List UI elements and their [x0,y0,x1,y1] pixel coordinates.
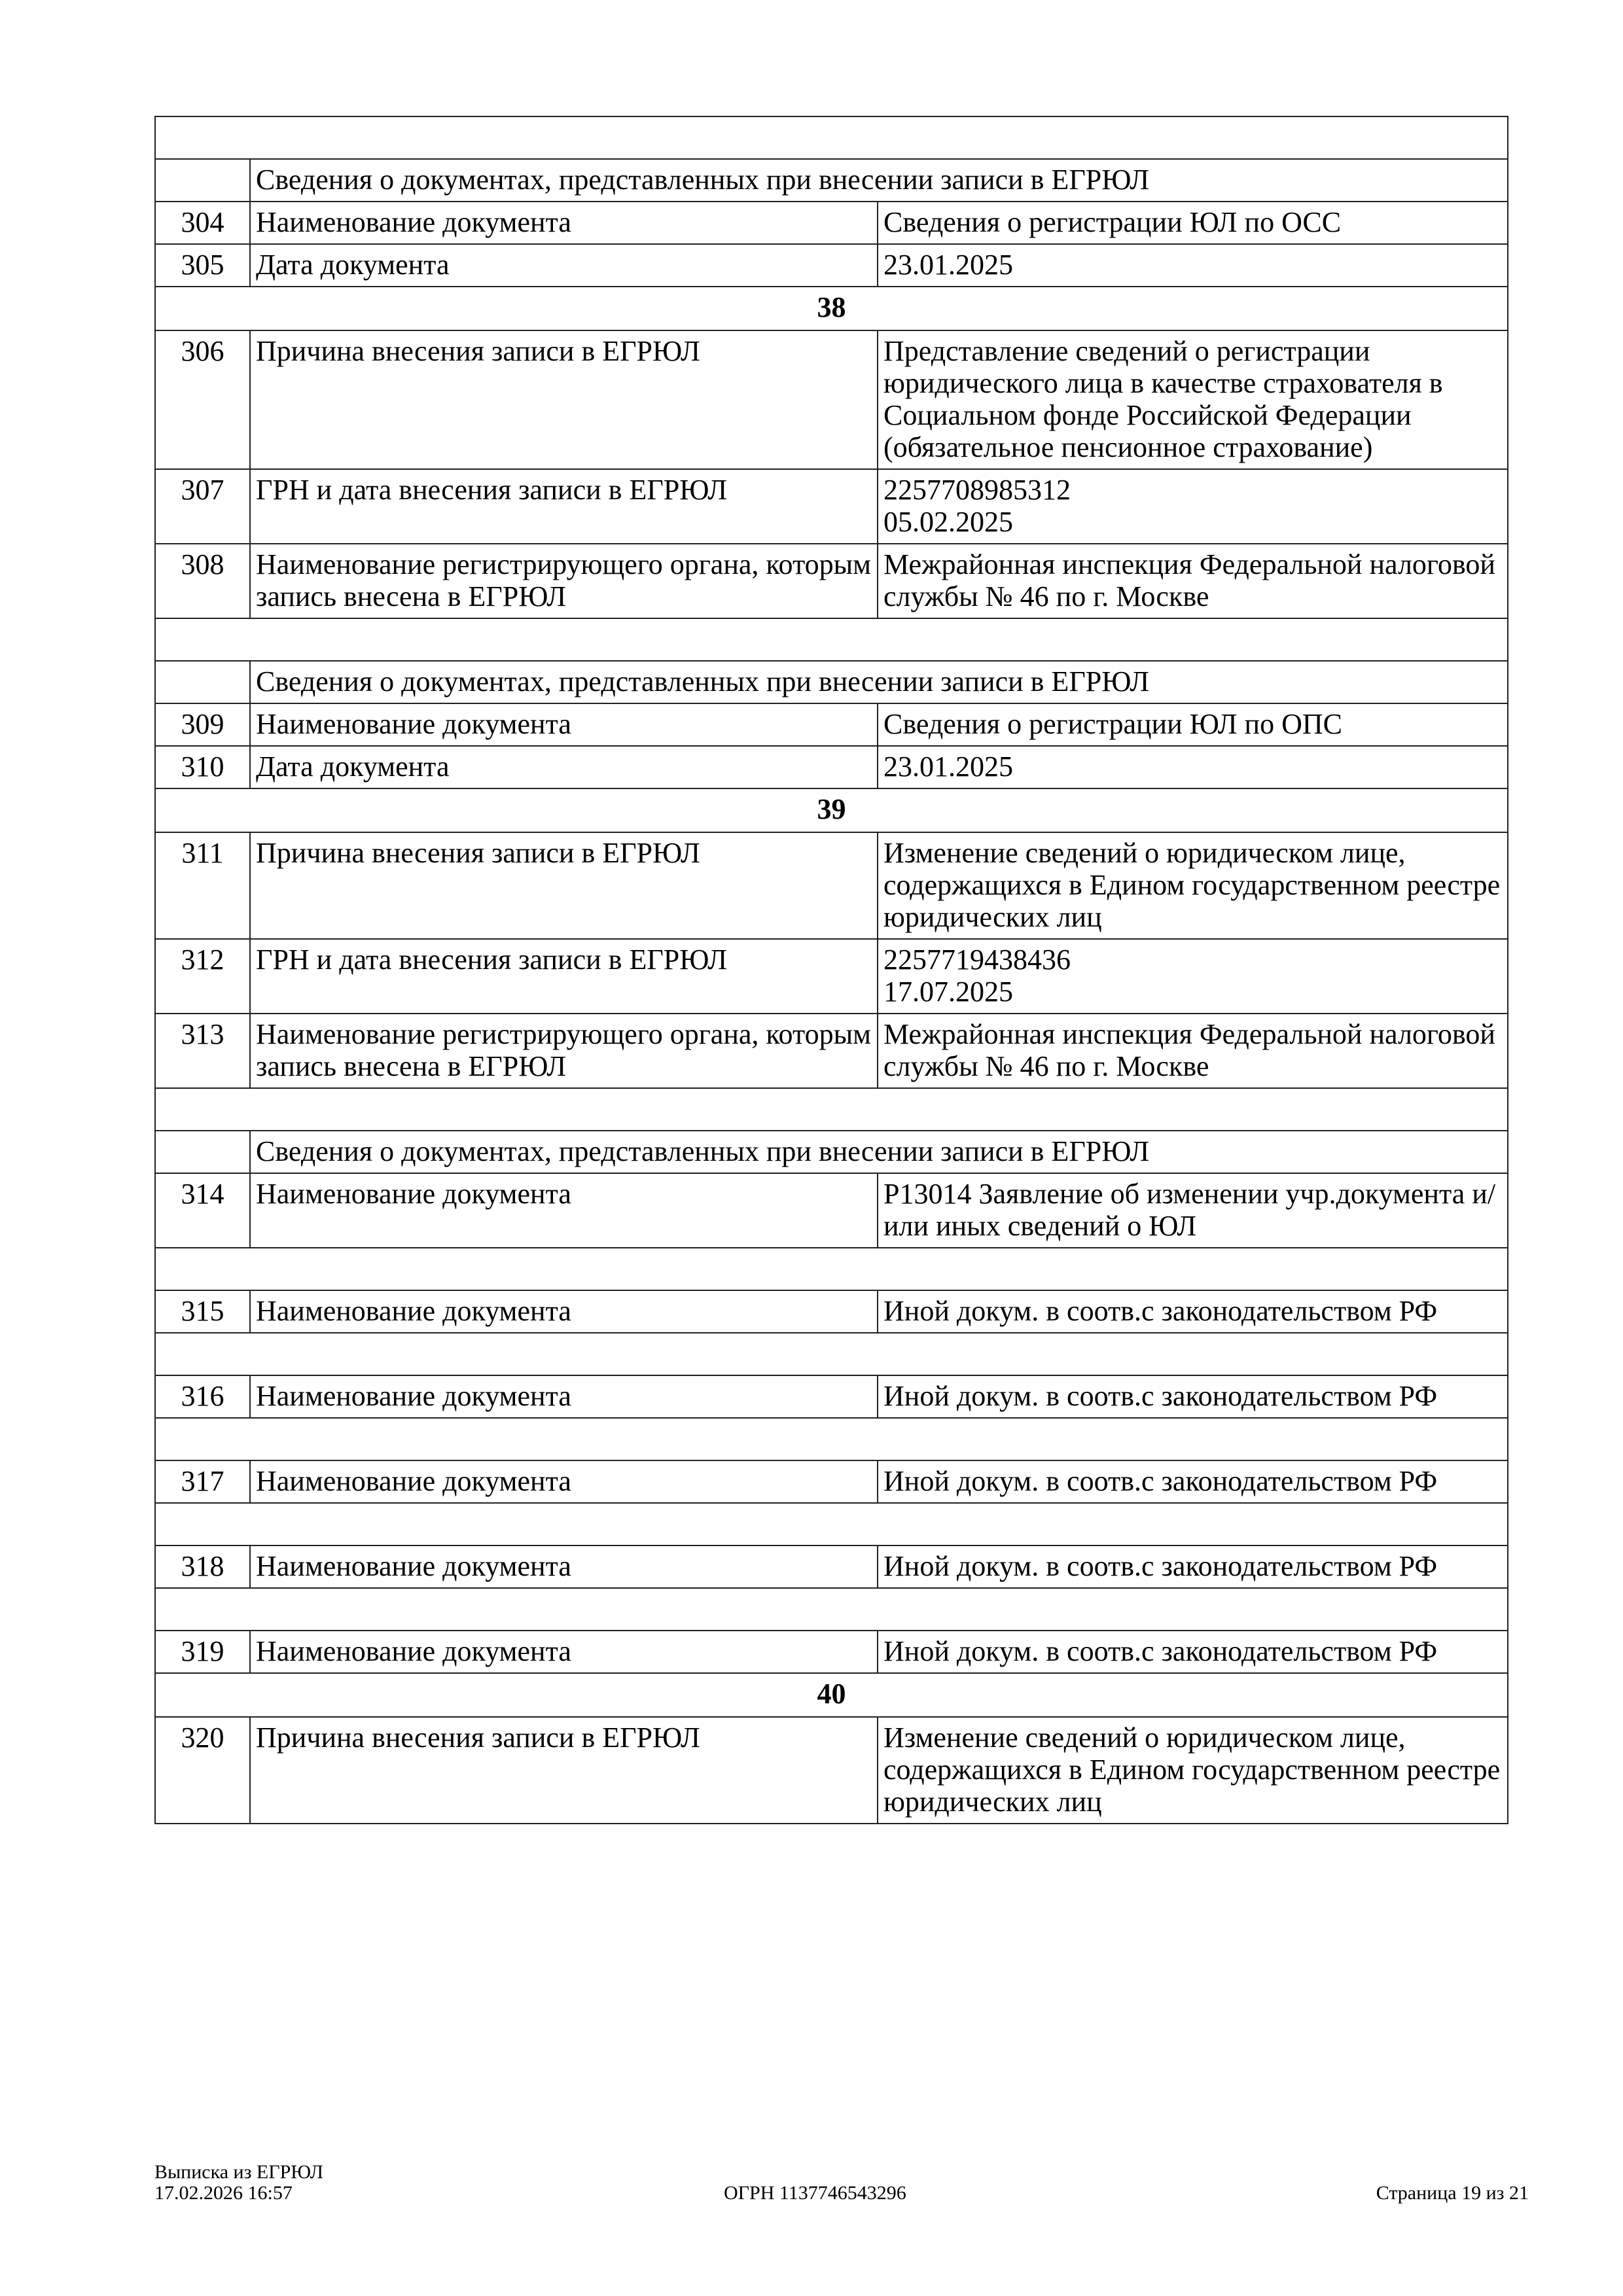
field-value [878,1173,1508,1248]
field-value [878,544,1508,618]
row-number: 310 [155,746,250,788]
field-value-line: 2257708985312 [883,474,1071,506]
field-label: Наименование документа [250,1545,878,1588]
field-value [878,1375,1508,1418]
field-value-line: Иной докум. в соотв.с законодательством РФ [883,1465,1438,1497]
record-group-row [155,287,1508,330]
row-number: 312 [155,939,250,1014]
field-value [878,746,1508,788]
footer-title: Выписка из ЕГРЮЛ [154,2161,323,2183]
field-label: Наименование документа [250,1631,878,1673]
table-row [155,202,1508,244]
field-value [878,1014,1508,1088]
field-value [878,939,1508,1014]
table-row [155,1717,1508,1824]
separator-row [155,1333,1508,1375]
field-value-line: Иной докум. в соотв.с законодательством РФ [883,1380,1438,1412]
table-row [155,832,1508,939]
field-value-line: 2257719438436 [883,944,1071,976]
separator-row [155,1088,1508,1131]
separator-row [155,1418,1508,1460]
row-number: 317 [155,1460,250,1503]
separator-cell [155,116,1508,159]
row-number-cell [155,661,250,703]
table-row [155,1460,1508,1503]
field-value [878,244,1508,287]
field-label: Наименование документа [250,1173,878,1248]
table-row [155,544,1508,618]
field-value-line: Иной докум. в соотв.с законодательством РФ [883,1635,1438,1667]
separator-cell [155,1333,1508,1375]
table-row [155,1173,1508,1248]
field-value [878,1631,1508,1673]
field-label: Дата документа [250,746,878,788]
table-row [155,244,1508,287]
separator-cell [155,618,1508,661]
row-number: 319 [155,1631,250,1673]
field-value-line: Представление сведений о регистрации юридического лица в качестве страхователя в Социальном фонде Российской Федерации (обязательное пенсионное страхование) [883,335,1443,463]
field-value-line: Межрайонная инспекция Федеральной налоговой службы № 46 по г. Москве [883,548,1495,612]
egrul-extract-table [154,116,1508,1824]
row-number: 308 [155,544,250,618]
field-value-line: Иной докум. в соотв.с законодательством РФ [883,1295,1438,1327]
field-value [878,1460,1508,1503]
table-row [155,746,1508,788]
table-row [155,1290,1508,1333]
field-value-line: Изменение сведений о юридическом лице, содержащихся в Едином государственном реестре юридических лиц [883,837,1501,933]
record-group-row [155,788,1508,832]
field-value [878,469,1508,544]
table-row [155,330,1508,469]
separator-cell [155,1503,1508,1545]
table-row [155,1545,1508,1588]
row-number: 313 [155,1014,250,1088]
field-label: Дата документа [250,244,878,287]
row-number: 304 [155,202,250,244]
row-number: 318 [155,1545,250,1588]
footer-left [154,2162,323,2204]
field-value [878,330,1508,469]
row-number: 311 [155,832,250,939]
footer-page-number: Страница 19 из 21 [1376,2182,1529,2204]
separator-cell [155,1588,1508,1631]
row-number: 316 [155,1375,250,1418]
section-header-row [155,1131,1508,1173]
row-number: 306 [155,330,250,469]
field-label: Наименование документа [250,1460,878,1503]
field-label: ГРН и дата внесения записи в ЕГРЮЛ [250,469,878,544]
field-label: Причина внесения записи в ЕГРЮЛ [250,832,878,939]
section-header-row [155,661,1508,703]
record-group-row [155,1673,1508,1717]
separator-cell [155,1418,1508,1460]
section-header: Сведения о документах, представленных при внесении записи в ЕГРЮЛ [250,661,1508,703]
field-value-line: Р13014 Заявление об изменении учр.документа и/или иных сведений о ЮЛ [883,1178,1496,1242]
field-value [878,832,1508,939]
field-value [878,703,1508,746]
table-row [155,1014,1508,1088]
section-header: Сведения о документах, представленных при внесении записи в ЕГРЮЛ [250,159,1508,202]
section-header: Сведения о документах, представленных при внесении записи в ЕГРЮЛ [250,1131,1508,1173]
separator-row [155,1588,1508,1631]
field-label: Наименование регистрирующего органа, которым запись внесена в ЕГРЮЛ [250,1014,878,1088]
record-group-number: 39 [155,788,1508,832]
footer-ogrn: ОГРН 1137746543296 [724,2182,906,2204]
row-number-cell [155,1131,250,1173]
table-body [155,116,1508,1824]
separator-cell [155,1248,1508,1290]
field-label: ГРН и дата внесения записи в ЕГРЮЛ [250,939,878,1014]
section-header-row [155,159,1508,202]
field-value-line: 23.01.2025 [883,751,1013,783]
separator-row [155,1248,1508,1290]
table-row [155,939,1508,1014]
table-row [155,469,1508,544]
row-number-cell [155,159,250,202]
table-row [155,1375,1508,1418]
field-value-line: Сведения о регистрации ЮЛ по ОСС [883,206,1342,238]
field-value-line: Иной докум. в соотв.с законодательством РФ [883,1550,1438,1582]
field-value [878,202,1508,244]
field-value-line: Изменение сведений о юридическом лице, содержащихся в Едином государственном реестре юридических лиц [883,1722,1501,1818]
row-number: 320 [155,1717,250,1824]
field-label: Наименование документа [250,703,878,746]
row-number: 307 [155,469,250,544]
field-value-line: 05.02.2025 [883,506,1013,538]
separator-row [155,116,1508,159]
field-value-line: Сведения о регистрации ЮЛ по ОПС [883,708,1342,740]
field-label: Причина внесения записи в ЕГРЮЛ [250,330,878,469]
field-label: Наименование документа [250,1375,878,1418]
field-label: Наименование документа [250,202,878,244]
separator-row [155,618,1508,661]
record-group-number: 38 [155,287,1508,330]
table-row [155,703,1508,746]
field-label: Наименование регистрирующего органа, которым запись внесена в ЕГРЮЛ [250,544,878,618]
field-value-line: 17.07.2025 [883,976,1013,1008]
row-number: 305 [155,244,250,287]
record-group-number: 40 [155,1673,1508,1717]
row-number: 314 [155,1173,250,1248]
field-value-line: Межрайонная инспекция Федеральной налоговой службы № 46 по г. Москве [883,1018,1495,1082]
field-value [878,1290,1508,1333]
row-number: 309 [155,703,250,746]
footer-datetime: 17.02.2026 16:57 [154,2182,293,2204]
row-number: 315 [155,1290,250,1333]
field-value [878,1717,1508,1824]
field-value-line: 23.01.2025 [883,249,1013,281]
table-row [155,1631,1508,1673]
separator-row [155,1503,1508,1545]
field-value [878,1545,1508,1588]
field-label: Причина внесения записи в ЕГРЮЛ [250,1717,878,1824]
field-label: Наименование документа [250,1290,878,1333]
separator-cell [155,1088,1508,1131]
